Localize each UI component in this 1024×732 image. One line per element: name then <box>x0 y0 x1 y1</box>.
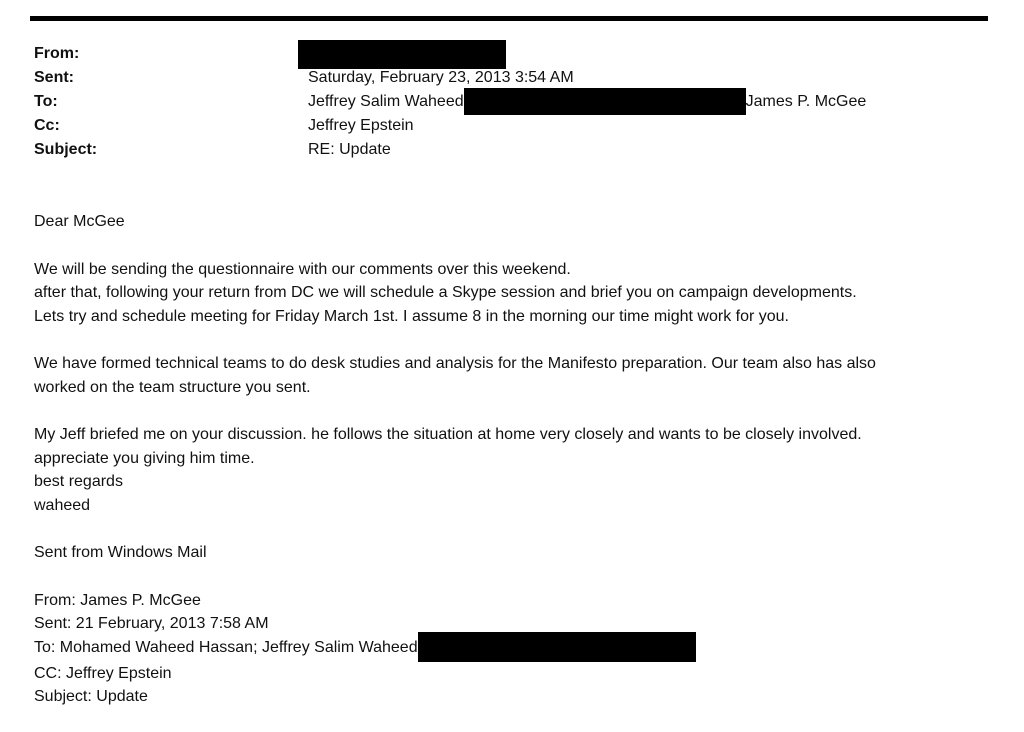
redaction-from <box>298 40 506 69</box>
to-recipient-2: James P. McGee <box>745 93 867 110</box>
paragraph-1-line-1: We will be sending the questionnaire with our comments over this weekend. <box>34 260 571 278</box>
message-body <box>34 210 994 709</box>
top-rule <box>30 16 988 21</box>
sender-name: waheed <box>34 496 91 514</box>
quoted-from: From: James P. McGee <box>34 591 201 609</box>
redaction-to <box>464 88 746 115</box>
from-label: From: <box>34 45 80 62</box>
sent-value: Saturday, February 23, 2013 3:54 AM <box>308 69 574 86</box>
paragraph-3-line-2: appreciate you giving him time. <box>34 449 255 467</box>
paragraph-1-line-2: after that, following your return from DC we will schedule a Skype session and brief you on campaign developments. <box>34 284 857 301</box>
to-value <box>308 93 866 115</box>
to-recipient-1: Jeffrey Salim Waheed <box>308 93 464 110</box>
quoted-to-text: To: Mohamed Waheed Hassan; Jeffrey Salim Waheed <box>34 638 418 656</box>
paragraph-3-line-1: My Jeff briefed me on your discussion. he follows the situation at home very closely and wants to be closely involved. <box>34 426 862 443</box>
cc-value: Jeffrey Epstein <box>308 117 414 134</box>
subject-value: RE: Update <box>308 141 391 158</box>
sent-label: Sent: <box>34 69 74 86</box>
paragraph-1-line-3: Lets try and schedule meeting for Friday March 1st. I assume 8 in the morning our time might work for you. <box>34 307 789 325</box>
closing: best regards <box>34 473 123 490</box>
greeting: Dear McGee <box>34 213 125 230</box>
cc-label: Cc: <box>34 117 60 134</box>
paragraph-2-line-1: We have formed technical teams to do desk studies and analysis for the Manifesto preparation. Our team also has also <box>34 355 876 372</box>
quoted-subject: Subject: Update <box>34 688 148 705</box>
signature: Sent from Windows Mail <box>34 544 207 561</box>
redaction-quoted-to <box>418 632 696 662</box>
quoted-cc: CC: Jeffrey Epstein <box>34 664 172 682</box>
subject-label: Subject: <box>34 141 98 158</box>
quoted-to <box>34 636 994 662</box>
quoted-sent: Sent: 21 February, 2013 7:58 AM <box>34 615 269 632</box>
to-label: To: <box>34 93 58 110</box>
paragraph-2-line-2: worked on the team structure you sent. <box>34 378 311 396</box>
